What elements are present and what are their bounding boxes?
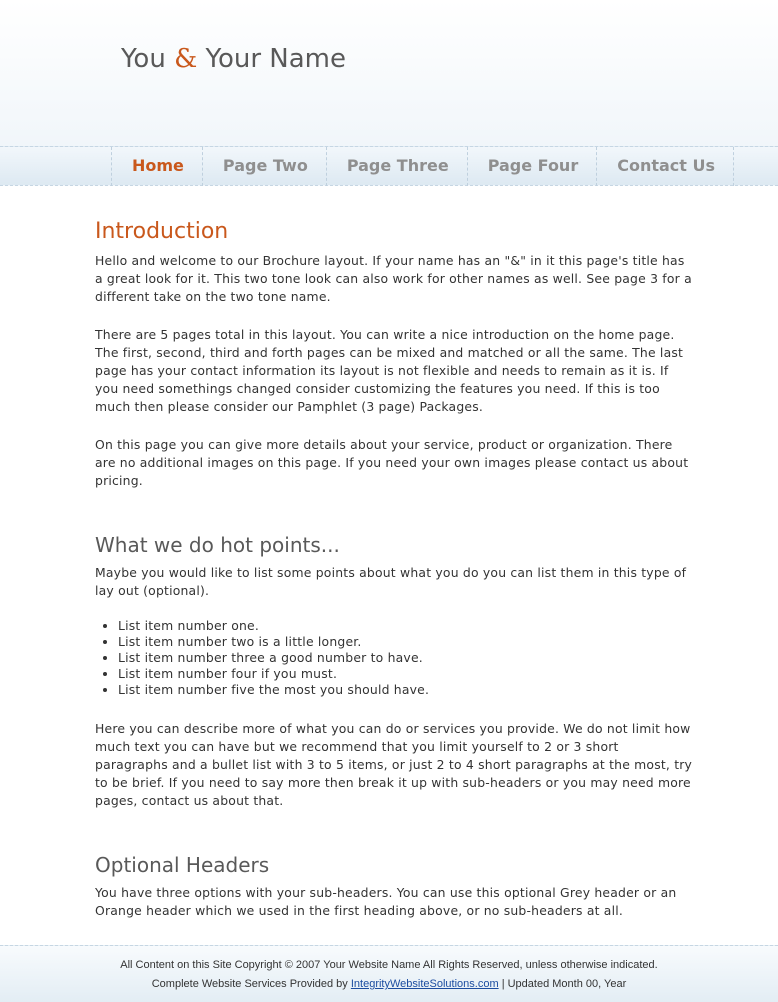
hot-points-list — [118, 618, 695, 698]
nav-item-contact-us[interactable]: Contact Us — [597, 147, 734, 186]
footer-updated: | Updated Month 00, Year — [501, 978, 627, 990]
intro-paragraph-2: There are 5 pages total in this layout. You can write a nice introduction on the home page. The first, second, third and forth pages can be mixed and matched or all the same. The last page has your contact information its layout is not flexible and needs to remain as it is. If you need somethings changed consider customizing the features you need. If this is too much then please consider our Pamphlet (3 page) Packages. — [95, 327, 684, 414]
nav-item-page-two[interactable]: Page Two — [203, 147, 327, 186]
site-title-last: Your Name — [205, 44, 346, 74]
nav-item-page-three[interactable]: Page Three — [327, 147, 468, 186]
list-item: • List item number two is a little longer. — [118, 634, 695, 650]
list-item: • List item number three a good number to have. — [118, 650, 695, 666]
site-title-ampersand: & — [174, 44, 198, 74]
hot-points-heading: What we do hot points... — [95, 533, 340, 557]
optional-headers-heading: Optional Headers — [95, 853, 270, 877]
intro-paragraph-3: On this page you can give more details about your service, product or organization. There are no additional images on this page. If you need your own images please contact us about pricing. — [95, 437, 689, 488]
main-navigation — [111, 147, 734, 186]
list-item: • List item number four if you must. — [118, 666, 695, 682]
site-title-first: You — [121, 44, 166, 74]
nav-item-page-four[interactable]: Page Four — [468, 147, 598, 186]
footer-copyright: All Content on this Site Copyright © 2007 Your Website Name All Rights Reserved, unless otherwise indicated. — [120, 959, 658, 971]
list-item: • List item number one. — [118, 618, 695, 634]
footer-credits — [0, 978, 778, 990]
footer-services-link[interactable]: IntegrityWebsiteSolutions.com — [350, 978, 499, 990]
list-item: • List item number five the most you should have. — [118, 682, 695, 698]
intro-paragraph-1: Hello and welcome to our Brochure layout. If your name has an "&" in it this page's title has a great look for it. This two tone look can also work for other names as well. See page 3 for a different take on the two tone name. — [95, 253, 692, 304]
nav-item-home[interactable]: Home — [112, 147, 203, 186]
site-footer — [0, 945, 778, 1002]
main-navigation-bar — [0, 146, 778, 186]
hot-points-intro: Maybe you would like to list some points about what you do you can list them in this type of lay out (optional). — [95, 565, 687, 598]
main-content — [95, 218, 695, 940]
footer-services-prefix: Complete Website Services Provided by — [151, 978, 348, 990]
introduction-heading: Introduction — [95, 219, 229, 244]
optional-headers-paragraph: You have three options with your sub-headers. You can use this optional Grey header or an Orange header which we used in the first heading above, or no sub-headers at all. — [95, 885, 677, 918]
site-header — [0, 0, 778, 146]
site-title[interactable] — [121, 44, 346, 74]
hot-points-outro: Here you can describe more of what you can do or services you provide. We do not limit how much text you can have but we recommend that you limit yourself to 2 or 3 short paragraphs and a bullet list with 3 to 5 items, or just 2 to 4 short paragraphs at the most, try to be brief. If you need to say more then break it up with sub-headers or you may need more pages, contact us about that. — [95, 721, 693, 808]
